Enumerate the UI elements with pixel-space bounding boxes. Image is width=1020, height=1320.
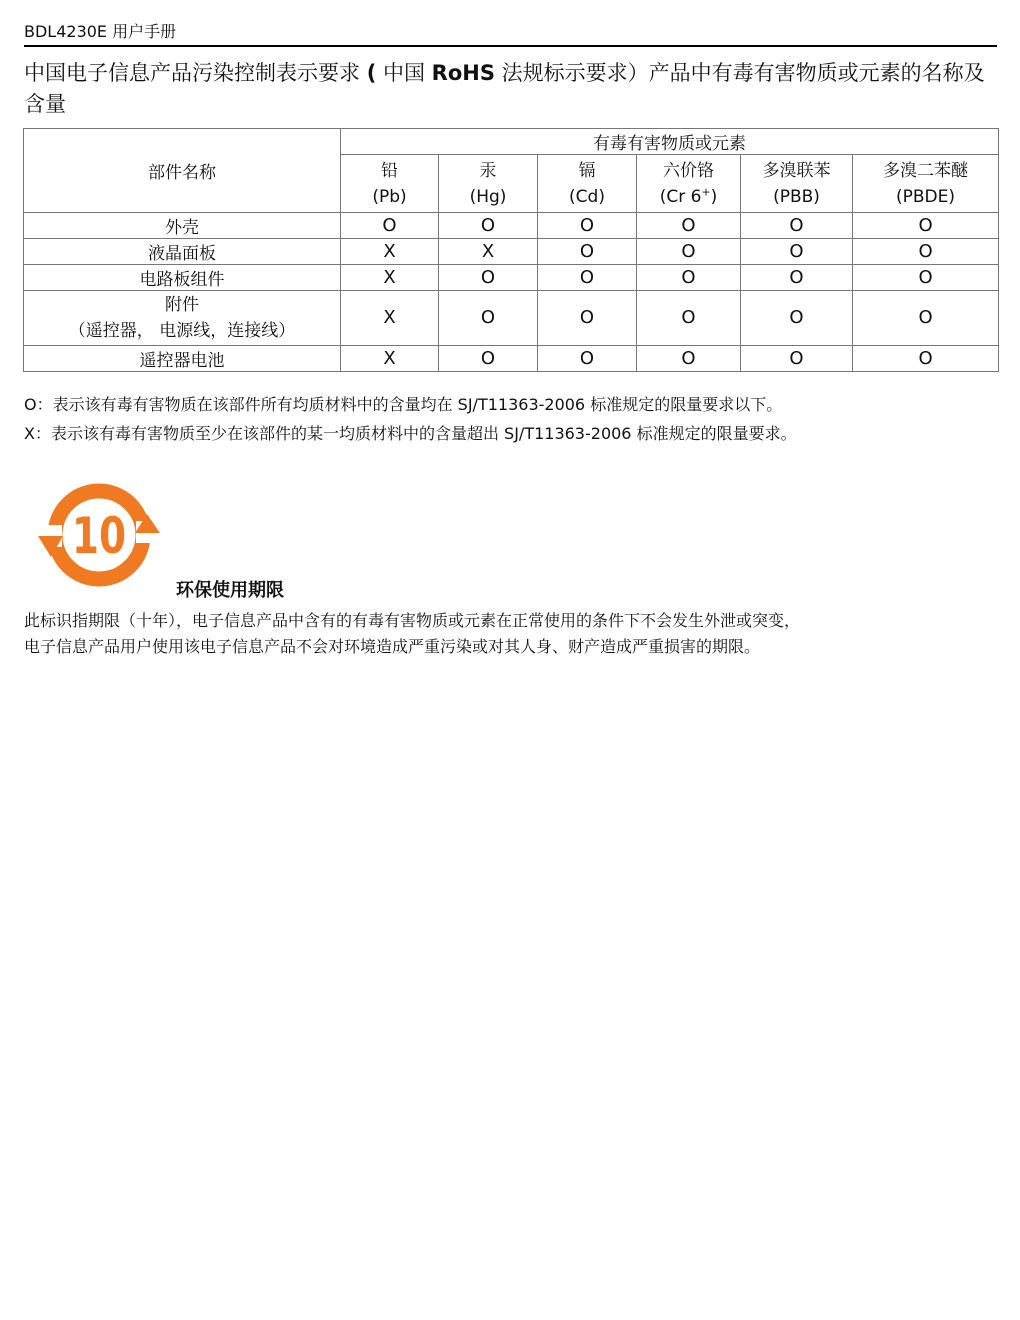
substance-header-mercury: 汞 (Hg) [439,155,538,213]
mark-cell: O [741,239,853,265]
mark-cell: O [538,265,637,291]
epup-10-year-logo-icon [36,478,162,588]
mark-cell: O [741,346,853,372]
table-row [24,265,999,291]
title-paren-close: ） [627,61,649,85]
mark-cell: X [341,291,439,346]
title-part3: 法规标示要求 [501,61,628,85]
mark-cell: O [439,213,538,239]
part-cell: 液晶面板 [24,239,341,265]
mark-cell: O [741,265,853,291]
hazardous-substance-table [23,128,999,372]
mark-cell: X [439,239,538,265]
mark-cell: O [853,291,999,346]
substance-header-lead: 铅 (Pb) [341,155,439,213]
mark-cell: O [853,239,999,265]
title-part4: 产品中有毒有害物质或元素的名称及含量 [24,61,985,116]
mark-cell: O [853,265,999,291]
mark-cell: O [741,213,853,239]
title-paren-open: ( [366,61,377,85]
logo-number: 10 [71,506,127,566]
substance-header-pbde: 多溴二苯醚 (PBDE) [853,155,999,213]
epup-description [24,608,1004,660]
table-row [24,291,999,346]
mark-cell: O [637,346,741,372]
part-cell: 遥控器电池 [24,346,341,372]
mark-cell: O [439,346,538,372]
mark-cell: O [538,239,637,265]
mark-cell: O [637,213,741,239]
table-row [24,239,999,265]
mark-cell: X [341,265,439,291]
substance-header-cadmium: 镉 (Cd) [538,155,637,213]
mark-cell: O [439,265,538,291]
table-row [24,346,999,372]
mark-cell: O [741,291,853,346]
legend-notes [24,390,1004,448]
header-text: BDL4230E 用户手册 [24,22,177,41]
page-title [24,58,1004,120]
part-cell: 外壳 [24,213,341,239]
table-row [24,213,999,239]
substance-header-chromium: 六价铬 (Cr 6+) [637,155,741,213]
mark-cell: X [341,239,439,265]
title-rohs: RoHS [431,61,495,85]
part-cell: 电路板组件 [24,265,341,291]
mark-cell: O [439,291,538,346]
mark-cell: O [853,346,999,372]
substance-header-pbb: 多溴联苯 (PBB) [741,155,853,213]
mark-cell: O [637,265,741,291]
mark-cell: O [538,213,637,239]
mark-cell: O [538,291,637,346]
title-part1: 中国电子信息产品污染控制表示要求 [24,61,360,85]
o-note: O：表示该有毒有害物质在该部件所有均质材料中的含量均在 SJ/T11363-2006 标准规定的限量要求以下。 [24,395,783,414]
title-part2: 中国 [382,61,425,85]
substance-group-header: 有毒有害物质或元素 [341,129,999,155]
mark-cell: O [341,213,439,239]
mark-cell: O [853,213,999,239]
x-note: X：表示该有毒有害物质至少在该部件的某一均质材料中的含量超出 SJ/T11363-2006 标准规定的限量要求。 [24,424,797,443]
document-header [24,22,997,47]
mark-cell: O [538,346,637,372]
part-name-header: 部件名称 [24,129,341,213]
epup-title: 环保使用期限 [176,580,284,601]
epup-desc-line1: 此标识指期限（十年），电子信息产品中含有的有毒有害物质或元素在正常使用的条件下不会发生外泄或突变， [24,611,801,630]
mark-cell: O [637,291,741,346]
mark-cell: O [637,239,741,265]
mark-cell: X [341,346,439,372]
part-cell: 附件 （遥控器， 电源线，连接线） [24,291,341,346]
epup-desc-line2: 电子信息产品用户使用该电子信息产品不会对环境造成严重污染或对其人身、财产造成严重损害的期限。 [24,637,761,656]
